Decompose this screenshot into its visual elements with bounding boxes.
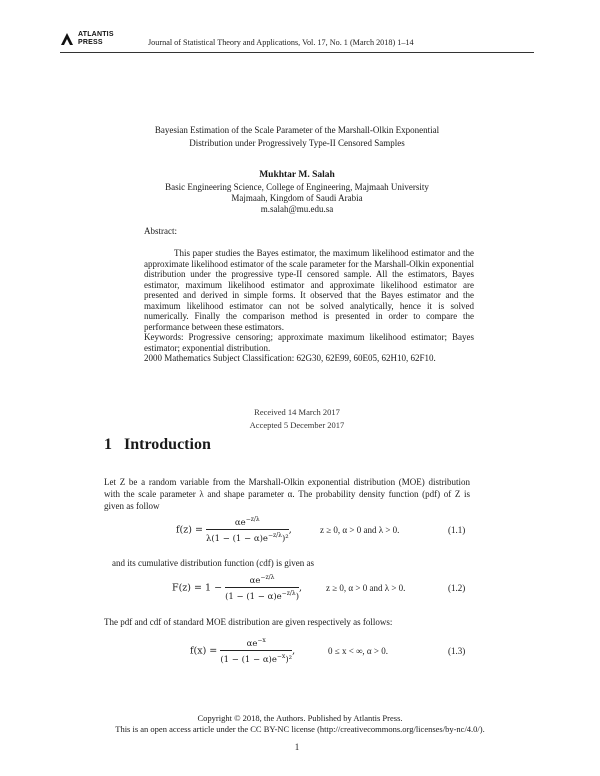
author-email[interactable]: m.salah@mu.edu.sa bbox=[260, 204, 334, 214]
logo-line-1: ATLANTIS bbox=[78, 31, 114, 38]
eq-numerator-exponent: −z/λ bbox=[245, 516, 260, 523]
copyright-notice: Copyright © 2018, the Authors. Published by Atlantis Press. bbox=[197, 713, 403, 723]
paragraph-3: The pdf and cdf of standard MOE distribution are given respectively as follows: bbox=[104, 617, 393, 627]
eq-tail: , bbox=[299, 582, 303, 594]
eq-tail: , bbox=[288, 524, 292, 536]
eq-denominator-exponent: −z/λ bbox=[281, 589, 296, 597]
paragraph-2: and its cumulative distribution function (cdf) is given as bbox=[112, 558, 314, 568]
journal-header: Journal of Statistical Theory and Applications, Vol. 17, No. 1 (March 2018) 1–14 bbox=[148, 38, 414, 47]
affiliation-line-1: Basic Engineering Science, College of Engineering, Majmaah University bbox=[165, 182, 429, 192]
section-number: 1 bbox=[104, 436, 112, 453]
equation-1-1-label: (1.1) bbox=[448, 525, 466, 535]
equation-1-3 bbox=[190, 637, 295, 665]
abstract bbox=[144, 248, 474, 364]
eq-denominator: (1 − (1 − α)e bbox=[225, 591, 282, 602]
equation-1-3-label: (1.3) bbox=[448, 646, 466, 656]
equation-1-3-condition: 0 ≤ x < ∞, α > 0. bbox=[328, 646, 388, 656]
eq-lhs: f(x) = bbox=[190, 645, 218, 657]
equation-1-2-label: (1.2) bbox=[448, 583, 466, 593]
article-dates bbox=[60, 406, 534, 432]
abstract-body: This paper studies the Bayes estimator, the maximum likelihood estimator and the approximate likelihood estimator of the scale parameter for the Marshall-Olkin exponential distribution under the progressive type-II censored sample. All the estimators, Bayes estimator, maximum likelihood estimator and approximate likelihood estimator are presented and derived in simple forms. It observed that the Bayes estimator and the maximum likelihood estimator can not be solved analytically, hence it is solved numerically. Finally the comparison method is presented in order to compare the performance between these estimators. bbox=[144, 248, 474, 332]
page-number: 1 bbox=[294, 742, 300, 752]
footer-license bbox=[40, 713, 560, 735]
eq-numerator-exponent: −z/λ bbox=[260, 574, 275, 581]
eq-denominator-exponent: −x bbox=[276, 652, 286, 660]
header-rule bbox=[60, 52, 534, 53]
eq-fraction bbox=[220, 637, 292, 665]
eq-numerator-exponent: −x bbox=[257, 637, 266, 644]
license-notice[interactable]: This is an open access article under the CC BY-NC license (http://creativecommons.org/licenses/by-nc/4.0/). bbox=[115, 724, 485, 734]
eq-lhs: F(z) = 1 − bbox=[172, 582, 223, 594]
eq-denominator: (1 − (1 − α)e bbox=[220, 654, 277, 665]
eq-denominator-exponent: −z/λ bbox=[267, 531, 282, 539]
msc-classification: 2000 Mathematics Subject Classification: 62G30, 62E99, 60E05, 62H10, 62F10. bbox=[144, 353, 436, 363]
eq-tail: , bbox=[292, 645, 296, 657]
paper-title bbox=[60, 124, 534, 150]
author-name: Mukhtar M. Salah bbox=[259, 170, 335, 180]
accepted-date: Accepted 5 December 2017 bbox=[249, 420, 345, 430]
equation-1-1-condition: z ≥ 0, α > 0 and λ > 0. bbox=[320, 525, 400, 535]
paragraph-1: Let Z be a random variable from the Marshall-Olkin exponential distribution (MOE) distribution with the scale parameter λ and shape parameter α. The probability density function (pdf) of Z is given as follow bbox=[104, 477, 470, 511]
eq-numerator: αe bbox=[234, 517, 246, 528]
received-date: Received 14 March 2017 bbox=[254, 407, 340, 417]
logo-line-2: PRESS bbox=[78, 39, 103, 46]
eq-denominator-tail: ) bbox=[295, 591, 300, 602]
affiliation-line-2: Majmaah, Kingdom of Saudi Arabia bbox=[231, 193, 363, 203]
equation-1-1 bbox=[176, 516, 292, 544]
title-line-1: Bayesian Estimation of the Scale Parameter of the Marshall-Olkin Exponential bbox=[154, 125, 440, 135]
eq-denominator: λ(1 − (1 − α)e bbox=[205, 533, 268, 544]
eq-numerator: αe bbox=[246, 638, 258, 649]
eq-denominator-tail: )² bbox=[281, 533, 289, 544]
eq-fraction bbox=[225, 574, 299, 602]
abstract-label: Abstract: bbox=[144, 226, 177, 236]
eq-denominator-tail: )² bbox=[285, 654, 293, 665]
section-title: Introduction bbox=[124, 436, 211, 453]
eq-fraction bbox=[206, 516, 289, 544]
eq-lhs: f(z) = bbox=[176, 524, 203, 536]
logo-wordmark bbox=[78, 31, 114, 47]
equation-1-2 bbox=[172, 574, 302, 602]
equation-1-2-condition: z ≥ 0, α > 0 and λ > 0. bbox=[326, 583, 406, 593]
title-line-2: Distribution under Progressively Type-II Censored Samples bbox=[189, 138, 405, 148]
eq-numerator: αe bbox=[249, 575, 261, 586]
section-heading bbox=[104, 436, 211, 454]
atlantis-logo-icon bbox=[60, 32, 74, 46]
keywords: Keywords: Progressive censoring; approximate maximum likelihood estimator; Bayes estimator; exponential distribution. bbox=[144, 332, 474, 353]
author-affiliation bbox=[60, 182, 534, 215]
